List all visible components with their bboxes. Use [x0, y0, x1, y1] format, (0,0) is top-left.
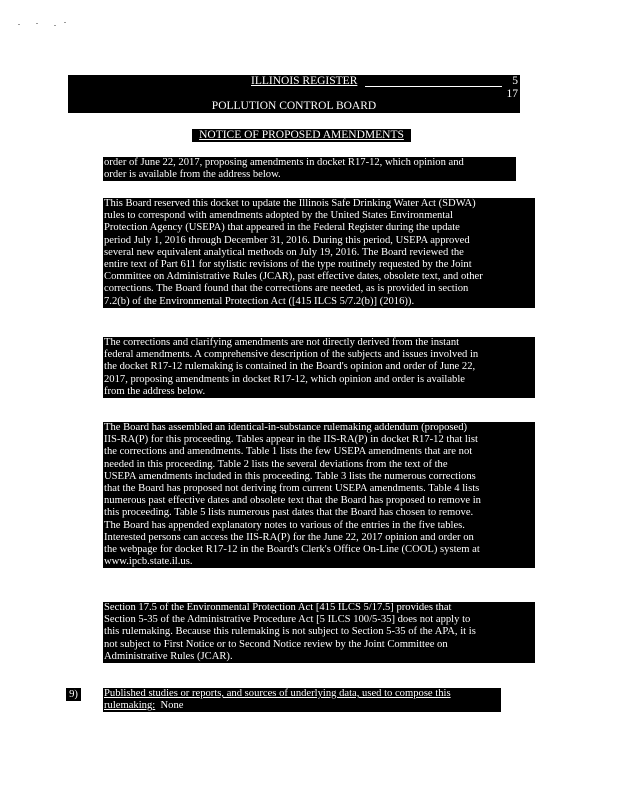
paragraph-line: this proceeding. Table 5 lists numerous past dates that the Board has chosen to remove.	[104, 507, 474, 519]
paragraph-line: federal amendments. A comprehensive description of the subjects and issues involved in	[104, 349, 479, 361]
paragraph-line: The corrections and clarifying amendments are not directly derived from the instant	[104, 337, 460, 348]
paragraph-line: rules to correspond with amendments adopted by the United States Environmental	[104, 210, 453, 222]
paragraph-line: Section 5-35 of the Administrative Procedure Act [5 ILCS 100/5-35] does not apply to	[104, 614, 471, 626]
scan-speck	[36, 23, 38, 24]
register-title: ILLINOIS REGISTER	[251, 75, 358, 87]
scan-speck	[64, 22, 66, 23]
item-number: 9)	[66, 688, 81, 701]
paragraph-line: Protection Agency (USEPA) that appeared in the Federal Register during the update	[104, 222, 460, 234]
paragraph-line: IIS-RA(P) for this proceeding. Tables appear in the IIS-RA(P) in docket R17-12 that list	[104, 434, 478, 446]
item-heading-line: Published studies or reports, and sources of underlying data, used to compose this	[104, 688, 451, 699]
paragraph-line: several new equivalent analytical methods on July 19, 2016. The Board reviewed the	[104, 246, 464, 258]
scan-speck	[54, 25, 56, 26]
paragraph-line: Section 17.5 of the Environmental Protection Act [415 ILCS 5/17.5] provides that	[104, 602, 452, 613]
paragraph-line: period July 1, 2016 through December 31, 2016. During this period, USEPA approved	[104, 234, 470, 246]
paragraph-line: numerous past effective dates and obsolete text that the Board has proposed to remove in	[104, 495, 481, 507]
paragraph-line: the docket R17-12 rulemaking is contained in the Board's opinion and order of June 22,	[104, 361, 476, 373]
paragraph-line: The Board has appended explanatory notes to various of the entries in the five tables.	[104, 519, 465, 531]
paragraph-line: entire text of Part 611 for stylistic revisions of the type routinely requested by the Joint	[104, 258, 472, 270]
paragraph-line: corrections. The Board found that the corrections are needed, as is provided in section	[104, 283, 469, 295]
paragraph-corrections	[103, 337, 535, 398]
register-header	[68, 75, 520, 113]
board-title: POLLUTION CONTROL BOARD	[211, 100, 377, 112]
paragraph-line: order of June 22, 2017, proposing amendments in docket R17-12, which opinion and	[104, 157, 464, 168]
paragraph-line: order is available from the address below.	[104, 169, 281, 181]
item-value: None	[160, 700, 184, 712]
register-title-rule	[365, 86, 502, 87]
item-published-studies	[103, 688, 501, 712]
paragraph-section-17-5	[103, 602, 535, 663]
paragraph-line: the corrections and amendments. Table 1 lists the few USEPA amendments that are not	[104, 446, 473, 458]
paragraph-line: the webpage for docket R17-12 in the Board's Clerk's Office On-Line (COOL) system at	[104, 543, 480, 555]
notice-title: NOTICE OF PROPOSED AMENDMENTS	[199, 129, 404, 141]
page-number: 5	[512, 75, 518, 87]
register-header-line	[68, 75, 520, 88]
paragraph-line: that the Board has proposed not deriving from current USEPA amendments. Table 4 lists	[104, 482, 480, 494]
paragraph-line: 7.2(b) of the Environmental Protection Act ([415 ILCS 5/7.2(b)] (2016)).	[104, 295, 415, 307]
paragraph-line: This Board reserved this docket to update the Illinois Safe Drinking Water Act (SDWA)	[104, 198, 476, 209]
paragraph-line: this rulemaking. Because this rulemaking is not subject to Section 5-35 of the APA, it is	[104, 626, 476, 638]
paragraph-line: from the address below.	[104, 385, 206, 397]
paragraph-line: Administrative Rules (JCAR).	[104, 650, 233, 662]
paragraph-line: Committee on Administrative Rules (JCAR), past effective dates, obsolete text, and other	[104, 271, 483, 283]
paragraph-addendum	[103, 422, 535, 568]
paragraph-line: USEPA amendments included in this proceeding. Table 3 lists the numerous corrections	[104, 470, 476, 482]
notice-heading	[192, 129, 411, 142]
paragraph-line: not subject to First Notice or to Second Notice review by the Joint Committee on	[104, 638, 448, 650]
paragraph-line: www.ipcb.state.il.us.	[104, 556, 193, 568]
paragraph-line: Interested persons can access the IIS-RA(P) for the June 22, 2017 opinion and order on	[104, 531, 474, 543]
item-heading-line	[103, 700, 501, 712]
paragraph-line: needed in this proceeding. Table 2 lists the several deviations from the text of the	[104, 458, 448, 470]
paragraph-continued	[103, 157, 516, 181]
page-number-continued: 17	[506, 88, 518, 100]
scan-specks	[18, 22, 78, 28]
paragraph-sdwa-update	[103, 198, 535, 308]
paragraph-line: 2017, proposing amendments in docket R17-12, which opinion and order is available	[104, 373, 465, 385]
item-label: rulemaking:	[104, 700, 156, 712]
paragraph-line: The Board has assembled an identical-in-substance rulemaking addendum (proposed)	[104, 422, 468, 433]
scan-speck	[18, 24, 20, 25]
